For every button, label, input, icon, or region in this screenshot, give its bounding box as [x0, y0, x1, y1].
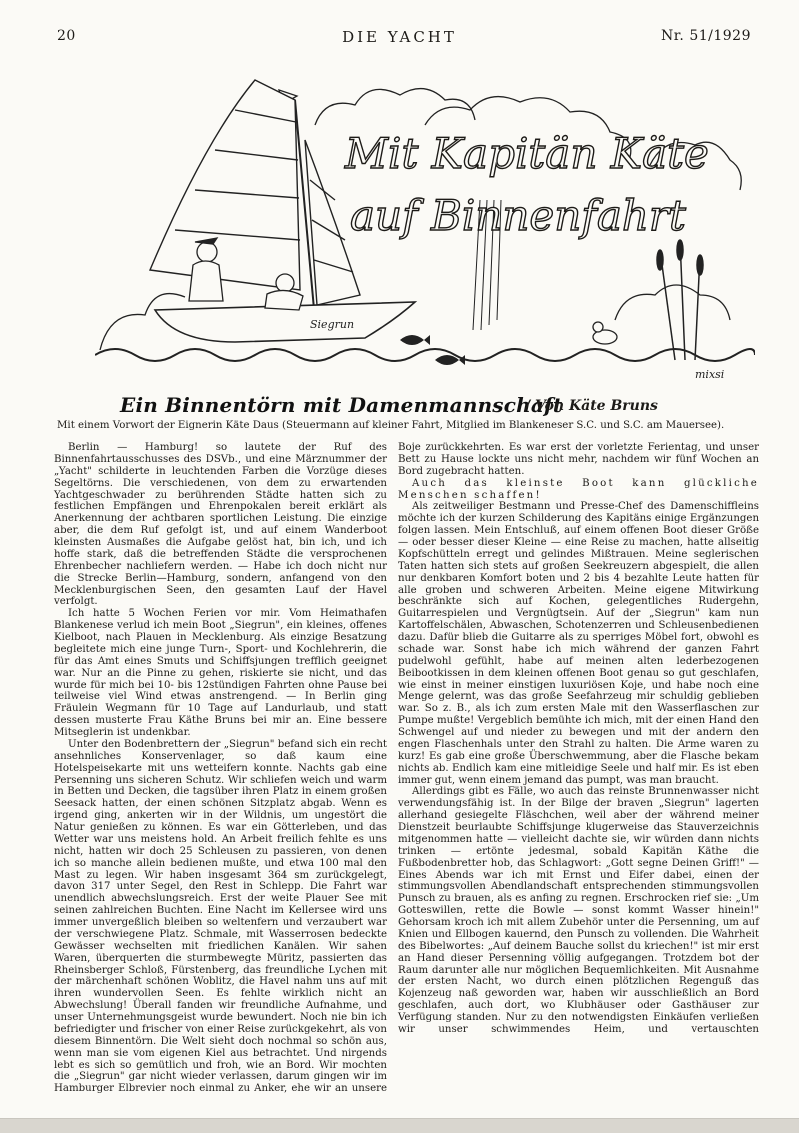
paragraph: Berlin — Hamburg! so lautete der Ruf des Binnenfahrtausschusses des DSVb., und eine Märznummer der „Yacht" schilderte in leuchtenden Farben die Vorzüge dieses Segeltörns. Die verschiedenen, von dem zu erwartenden Yachtgeschwader zu berührenden Städte hatten sich zu festlichen Empfängen und Ehrenpokalen bereit erklärt als Anerkennung der achtbaren sportlichen Leistung. Die einzige aber, die dem Ruf gefolgt ist, und auf einem Wanderboot kleinsten Ausmaßes die Aufgabe gelöst hat, bin ich, und ich hoffe stark, daß die betreffenden Städte die versprochenen Ehrenbecher nachliefern werden. — Habe ich doch nicht nur die Strecke Berlin—Hamburg, sondern, anfangend von den Mecklenburgischen Seen, den gesamten Lauf der Havel verfolgt. — [54, 442, 387, 608]
duck-icon — [593, 322, 617, 344]
artist-signature: mixsi — [695, 368, 725, 381]
article-headline: Ein Binnentörn mit Damenmannschaft — [120, 393, 563, 417]
illustration-title-line2: auf Binnenfahrt — [350, 191, 686, 240]
magazine-title: DIE YACHT — [342, 28, 457, 46]
issue-number: Nr. 51/1929 — [661, 28, 751, 44]
paragraph: Allerdings gibt es Fälle, wo auch das reinste Brunnenwasser nicht verwendungsfähig ist. In der Bilge der braven „Siegrun" lagerten allerhand gesiegelte Fläschchen, weil aber der während meiner Dienstzeit beurlaubte Schiffsjunge klugerweise das Stauverzeichnis mitgenommen hatte — vielleicht dachte sie, wir würden dann nichts trinken — ertönte jedesmal, sobald Kapitän Käthe die Fußbodenbretter hob, das Schlagwort: „Gott segne Deinen Griff!" — Eines Abends war ich mit Ernst und Eifer dabei, einen der stimmungsvollen Abendlandschaft entsprechenden stimmungsvollen Punsch zu brauen, als es anfing zu regnen. Erschrocken rief sie: „Um Gotteswillen, rette die Bowle — sonst kommt Wasser hinein!" Gehorsam kroch ich mit allem Zubehör unter die Persenning, um auf Knien und Ellbogen kauernd, den Punsch zu vollenden. Die Wahrheit des Bibelwortes: „Auf deinem Bauche sollst du kriechen!" ist mir erst an Hand dieser Persenning völlig aufgegangen. Trotzdem bot der Raum darunter alle nur möglichen Bequemlichkeiten. Mit Ausnahme der ersten Nacht, wo durch einen plötzlichen Regenguß das Kojenzeug naß geworden war, haben wir ausschließlich an Bord geschlafen, auch dort, wo Klubhäuser oder Gasthäuser zur Verfügung standen. Nur zu den notwendigsten Einkäufen verließen wir unser schwimmendes Heim, und vertauschten — [398, 786, 759, 1035]
spaced-motto: Auch das kleinste Boot kann glückliche Menschen schaffen! — [398, 477, 759, 501]
paragraph: Ich hatte 5 Wochen Ferien vor mir. Vom Heimathafen Blankenese verlud ich mein Boot „Siegrun", ein kleines, offenes Kielboot, nach Plauen in Mecklenburg. Als einzige Besatzung begleitete mich eine junge Turn-, Sport- und Kochlehrerin, die für das Amt eines Smuts und Schiffsjungen trefflich geeignet war. Nur an die Pinne zu gehen, riskierte sie nicht, und das wurde für mich bei 10- bis 12stündigen Fahrten ohne Pause bei teilweise viel Wind etwas anstrengend. — In Berlin ging Fräulein Wegmann für 10 Tage auf Landurlaub, und statt dessen musterte Frau Käthe Bruns bei mir an. Eine bessere Mitseglerin ist undenkbar. — [54, 608, 387, 738]
illustration-title-line1: Mit Kapitän Käte — [345, 129, 709, 178]
text-column-left — [54, 442, 387, 1095]
main-sail — [150, 80, 300, 290]
page-number: 20 — [57, 28, 76, 44]
paragraph: Unter den Bodenbrettern der „Siegrun" befand sich ein recht ansehnliches Konservenlager, so daß kaum eine Hotelspeisekarte mit uns wetteifern konnte. Nachts gab eine Persenning uns sicheren Schutz. Wir schliefen weich und warm in Betten und Decken, die tagsüber ihren Platz in einem großen Seesack hatten, der einen schönen Sitzplatz abgab. Wenn es irgend ging, ankerten wir in der Wildnis, um ungestört die Natur genießen zu können. Es war ein Götterleben, und das Wetter war uns meistens hold. An Arbeit freilich fehlte es uns nicht, hatten wir doch 25 Schleusen zu passieren, von denen ich so manche allein bedienen mußte, und etwa 100 mal den Mast zu legen. Wir haben insgesamt 364 sm zurückgelegt, davon 317 unter Segel, den Rest in Schlepp. Die Fahrt war unendlich abwechslungsreich. Erst der weite Plauer See mit seinen zahlreichen Buchten. Eine Nacht im Kellersee wird uns immer unvergeßlich bleiben so weltenfern und verzaubert war der verschwiegene Platz. Schmale, mit Wasserrosen bedeckte Gewässer wechselten mit friedlichen Kanälen. Wir sahen Waren, überquerten die sturmbewegte Müritz, passierten das Rheinsberger Schloß, Fürstenberg, das freundliche Lychen mit der märchenhaft schönen Woblitz, die Havel nahm uns auf mit ihren wundervollen Seen. Es fehlte wirklich nicht an Abwechslung! Überall fanden wir freundliche Aufnahme, und unser Unternehmungsgeist wurde bewundert. Noch nie bin ich befriedigter und frischer von einer Reise zurückgekehrt, als von diesem Binnentörn. Die Welt sieht doch nochmal so schön aus, wenn man sie vom eigenen Kiel aus betrachtet. Und nirgends lebt es sich so gemütlich und froh, wie an Bord. Wir mochten die „Siegrun" gar nicht wieder verlassen, darum gingen wir im Hamburger Elbrevier noch einmal zu Anker, ehe wir an unsere — [54, 738, 387, 1095]
scan-edge — [0, 1118, 799, 1133]
paragraph: Boje zurückkehrten. Es war erst der vorletzte Ferientag, und unser Bett zu Hause lockte uns nicht mehr, nachdem wir fünf Wochen an Bord zugebracht hatten. — [398, 442, 759, 477]
article-foreword: Mit einem Vorwort der Eignerin Käte Daus (Steuermann auf kleiner Fahrt, Mitglied im Blankeneser S.C. und S.C. am Mauersee). — [57, 420, 725, 431]
paragraph: Als zeitweiliger Bestmann und Presse-Chef des Damenschiffleins möchte ich der kurzen Schilderung des Kapitäns einige Ergänzungen folgen lassen. Mein Entschluß, auf einem offenen Boot dieser Größe — oder besser dieser Kleine — eine Reise zu machen, hatte allseitig Kopfschütteln erregt und gelindes Mißtrauen. Meine seglerischen Taten hatten sich stets auf großen Seekreuzern abgespielt, die allen nur denkbaren Komfort boten und 2 bis 4 bezahlte Leute hatten für alle groben und schweren Arbeiten. Meine eigene Mitwirkung beschränkte sich auf Kochen, gelegentliches Rudergehn, Guitarrespielen und Vergnügtsein. Auf der „Siegrun" kam nun Kartoffelschälen, Abwaschen, Schotenzerren und Schleusenbedienen dazu. Dafür blieb die Guitarre als zu sperriges Möbel fort, obwohl es schade war. Sonst habe ich mich während der ganzen Fahrt pudelwohl gefühlt, habe auf meinen alten lederbezogenen Beibootkissen in dem kleinen offenen Boot genau so gut geschlafen, wie einst in meiner einstigen luxuriösen Koje, und habe noch eine Menge gelernt, was das große Seefahrzeug mir schuldig geblieben war. So z. B., als ich zum ersten Male mit den Wasserflaschen zur Pumpe mußte! Vergeblich bemühte ich mich, mit der einen Hand den Schwengel auf und nieder zu bewegen und mit der andern den engen Flaschenhals unter den Strahl zu halten. Die Arme waren zu kurz! Es gab eine große Überschwemmung, aber die Flasche bekam nichts ab. Endlich kam eine mitleidige Seele und half mir. Es ist eben immer gut, wenn einem jemand das pumpt, was man braucht. — [398, 501, 759, 786]
reeds-decoration — [657, 240, 703, 360]
text-column-right — [398, 442, 759, 1036]
article-byline: / Von Käte Bruns — [525, 398, 658, 414]
sailing-boat-illustration — [95, 70, 755, 390]
boat-name-label: Siegrun — [310, 318, 355, 331]
water-waves — [95, 349, 755, 361]
